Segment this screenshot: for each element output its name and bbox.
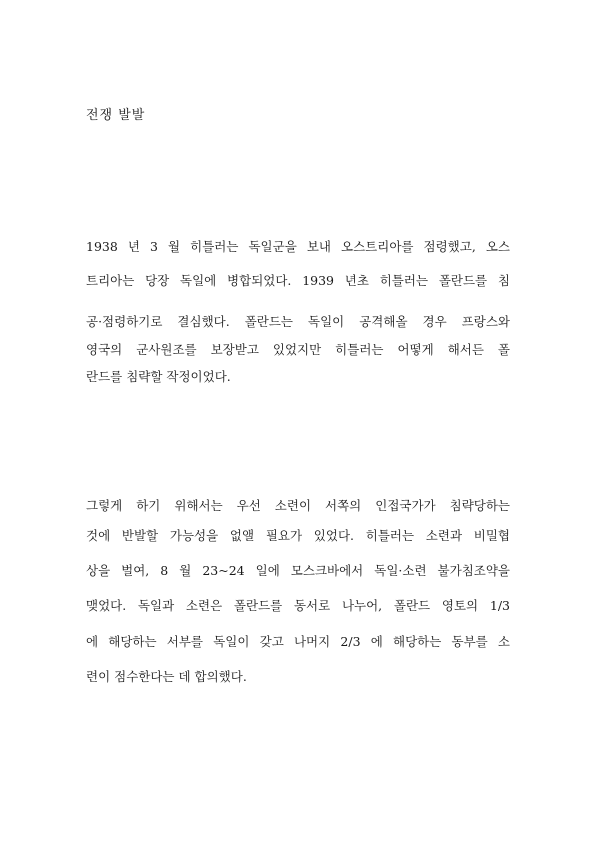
text-line: 상을 벌여, 8 월 23~24 일에 모스크바에서 독일·소련 불가침조약을	[86, 563, 510, 578]
text-line: 것에 반발할 가능성을 없앨 필요가 있었다. 히틀러는 소련과 비밀협	[86, 528, 510, 543]
text-line: 란드를 침략할 작정이었다.	[86, 369, 231, 384]
text-line: 영국의 군사원조를 보장받고 있었지만 히틀러는 어떻게 해서든 폴	[86, 342, 510, 357]
text-line: 1938 년 3 월 히틀러는 독일군을 보내 오스트리아를 점령했고, 오스	[86, 239, 510, 254]
text-line: 공·점령하기로 결심했다. 폴란드는 독일이 공격해올 경우 프랑스와	[86, 314, 510, 329]
text-line: 맺었다. 독일과 소련은 폴란드를 동서로 나누어, 폴란드 영토의 1/3	[86, 598, 510, 613]
text-line: 에 해당하는 서부를 독일이 갖고 나머지 2/3 에 해당하는 동부를 소	[86, 634, 510, 649]
text-line: 트리아는 당장 독일에 병합되었다. 1939 년초 히틀러는 폴란드를 침	[86, 273, 510, 288]
text-line: 련이 점수한다는 데 합의했다.	[86, 669, 247, 684]
section-heading: 전쟁 발발	[86, 108, 146, 123]
text-line: 그렇게 하기 위해서는 우선 소련이 서쪽의 인접국가가 침략당하는	[86, 498, 510, 513]
